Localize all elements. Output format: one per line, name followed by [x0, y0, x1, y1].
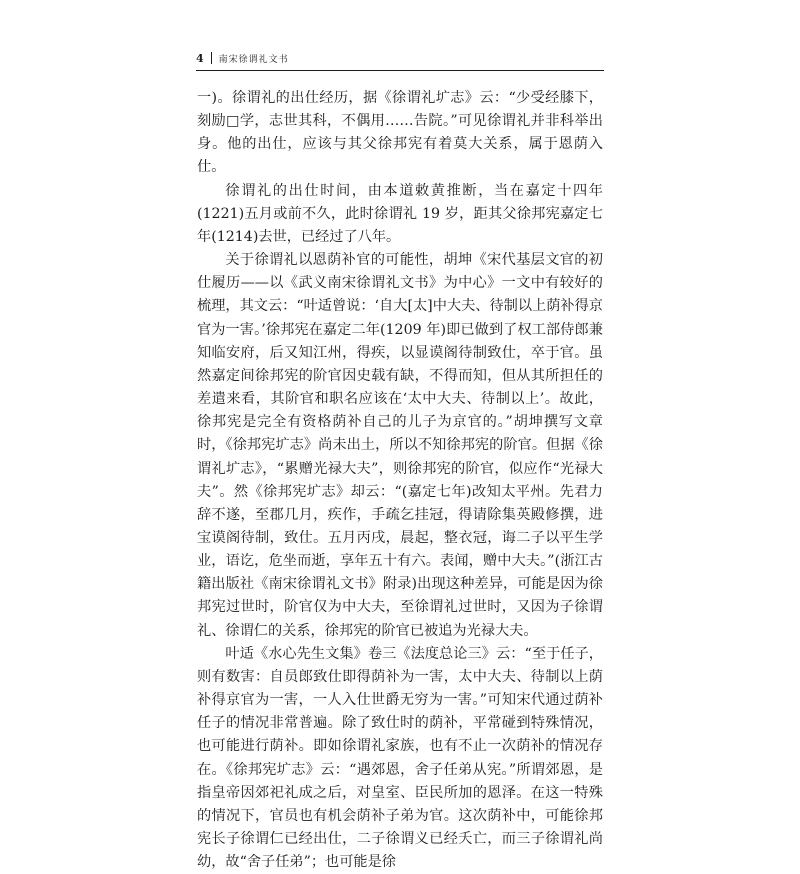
running-title: 南宋徐谓礼文书	[218, 54, 289, 65]
page-number: 4	[196, 51, 204, 65]
body-text	[197, 87, 603, 874]
header-separator	[211, 52, 212, 64]
paragraph-4: 叶适《水心先生文集》卷三《法度总论三》云：“至于任子，则有数害：自员郎致仕即得荫补为一害，太中大夫、待制以上荫补得京官为一害，一人入仕世爵无穷为一害。”可知宋代通过荫补任子的情况非常普遍。除了致仕时的荫补，平常碰到特殊情况，也可能进行荫补。即如徐谓礼家族，也有不止一次荫补的情况存在。《徐邦宪圹志》云：“遇郊恩，舍子任弟从宪。”所谓郊恩，是指皇帝因郊祀礼成之后，对皇室、臣民所加的恩泽。在这一特殊的情况下，官员也有机会荫补子弟为官。这次荫补中，可能徐邦宪长子徐谓仁已经出仕，二子徐谓义已经夭亡，而三子徐谓礼尚幼，故“舍子任弟”；也可能是徐	[197, 645, 603, 871]
paragraph-1: 一)。徐谓礼的出仕经历，据《徐谓礼圹志》云：“少受经膝下，刻励□学，志世其科，不偶用……告院。”可见徐谓礼并非科举出身。他的出仕，应该与其父徐邦宪有着莫大关系，属于恩荫入仕。	[197, 90, 603, 176]
paragraph-3: 关于徐谓礼以恩荫补官的可能性，胡坤《宋代基层文官的初仕履历——以《武义南宋徐谓礼文书》为中心》一文中有较好的梳理，其文云：“叶适曾说：‘自大[太]中大夫、待制以上荫补得京官为一害。’徐邦宪在嘉定二年(1209 年)即已做到了权工部侍郎兼知临安府，后又知江州，得疾，以显谟阁待制致仕，卒于官。虽然嘉定间徐邦宪的阶官因史载有缺，不得而知，但从其所担任的差遣来看，其阶官和职名应该在‘太中大夫、待制以上’。故此，徐邦宪是完全有资格荫补自己的儿子为京官的。”胡坤撰写文章时，《徐邦宪圹志》尚未出土，所以不知徐邦宪的阶官。但据《徐谓礼圹志》，“累赠光禄大夫”，则徐邦宪的阶官，似应作“光禄大夫”。然《徐邦宪圹志》却云：“(嘉定七年)改知太平州。先君力辞不遂，至郡几月，疾作，手疏乞挂冠，得请除集英殿修撰，进宝谟阁待制，致仕。五月丙戌，晨起，整衣冠，诲二子以平生学业，语讫，危坐而逝，享年五十有六。表闻，赠中大夫。”(浙江古籍出版社《南宋徐谓礼文书》附录)出现这种差异，可能是因为徐邦宪过世时，阶官仅为中大夫，至徐谓礼过世时，又因为子徐谓礼、徐谓仁的关系，徐邦宪的阶官已被追为光禄大夫。	[197, 252, 603, 639]
paragraph-2: 徐谓礼的出仕时间，由本道敕黄推断，当在嘉定十四年(1221)五月或前不久，此时徐谓礼 19 岁，距其父徐邦宪嘉定七年(1214)去世，已经过了八年。	[197, 182, 603, 245]
running-header	[196, 48, 289, 68]
header-rule-line	[196, 70, 604, 71]
